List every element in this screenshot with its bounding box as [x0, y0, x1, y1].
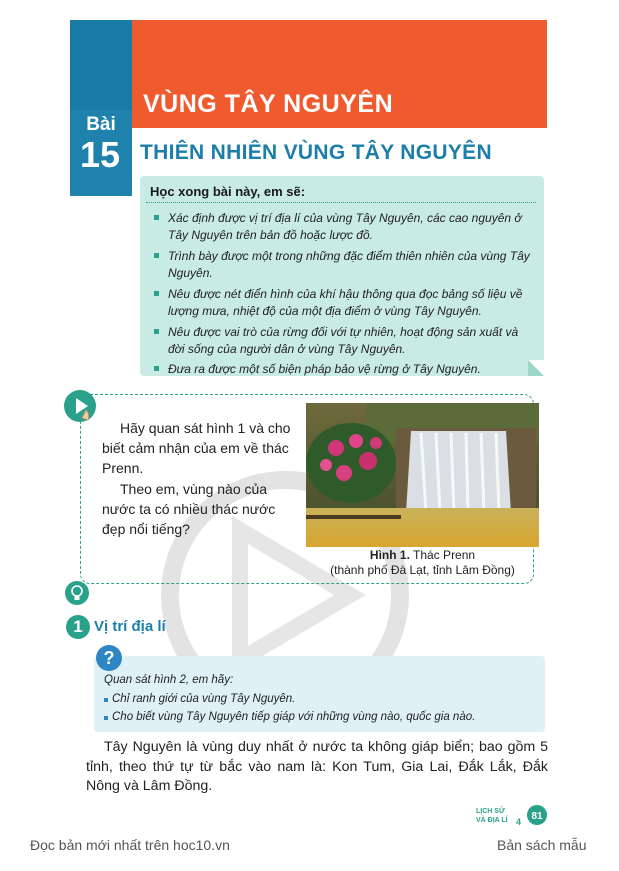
grade-number: 4 — [516, 817, 522, 827]
footer-sample-text: Bản sách mẫu — [497, 837, 587, 853]
objective-item: Nêu được vai trò của rừng đối với tự nhiên, hoạt động sản xuất và đời sống của người dân ở vùng Tây Nguyên. — [168, 324, 538, 358]
question-item: Cho biết vùng Tây Nguyên tiếp giáp với những vùng nào, quốc gia nào. — [112, 711, 475, 723]
footer-source-text: Đọc bản mới nhất trên hoc10.vn — [30, 837, 230, 853]
subject-line-1: LỊCH SỬ — [476, 808, 505, 815]
objective-item: Nêu được nét điển hình của khí hậu thông qua đọc bảng số liệu về lượng mưa, nhiệt độ của một địa điểm ở vùng Tây Nguyên. — [168, 286, 538, 320]
lesson-number: 15 — [79, 134, 121, 175]
start-activity-icon — [62, 388, 98, 424]
lesson-word: Bài — [86, 114, 116, 135]
objective-item: Trình bày được một trong những đặc điểm thiên nhiên của vùng Tây Nguyên. — [168, 248, 538, 282]
objective-item: Đưa ra được một số biện pháp bảo vệ rừng ở Tây Nguyên. — [168, 361, 538, 378]
subject-line-2: VÀ ĐỊA LÍ — [476, 817, 508, 824]
figure-caption: Hình 1. Thác Prenn — [369, 548, 476, 562]
objective-item: Xác định được vị trí địa lí của vùng Tây Nguyên, các cao nguyên ở Tây Nguyên trên bản đồ hoặc lược đồ. — [168, 210, 538, 244]
objectives-heading: Học xong bài này, em sẽ: — [150, 184, 306, 199]
question-icon: ? — [96, 645, 122, 671]
section-number: 1 — [66, 615, 90, 639]
question-item: Chỉ ranh giới của vùng Tây Nguyên. — [112, 693, 295, 705]
objectives-divider — [146, 202, 536, 203]
prenn-waterfall-photo — [306, 403, 539, 547]
page-number: 81 — [531, 811, 543, 822]
lightbulb-icon — [64, 580, 90, 606]
activity-question-2: Theo em, vùng nào của nước ta có nhiều thác nước đẹp nổi tiếng? — [102, 481, 276, 537]
section-title: Vị trí địa lí — [94, 618, 166, 635]
region-title: VÙNG TÂY NGUYÊN — [143, 90, 394, 118]
body-paragraph: Tây Nguyên là vùng duy nhất ở nước ta không giáp biển; bao gồm 5 tỉnh, theo thứ tự từ bắc vào nam là: Kon Tum, Gia Lai, Đắk Lắk, Đắk Nông và Lâm Đồng. — [86, 739, 548, 794]
lesson-title: THIÊN NHIÊN VÙNG TÂY NGUYÊN — [140, 141, 492, 164]
figure-caption-location: (thành phố Đà Lạt, tỉnh Lâm Đồng) — [330, 563, 515, 577]
activity-question-1: Hãy quan sát hình 1 và cho biết cảm nhận của em về thác Prenn. — [102, 420, 291, 476]
question-lead: Quan sát hình 2, em hãy: — [104, 674, 234, 686]
subject-page-badge — [474, 803, 550, 829]
